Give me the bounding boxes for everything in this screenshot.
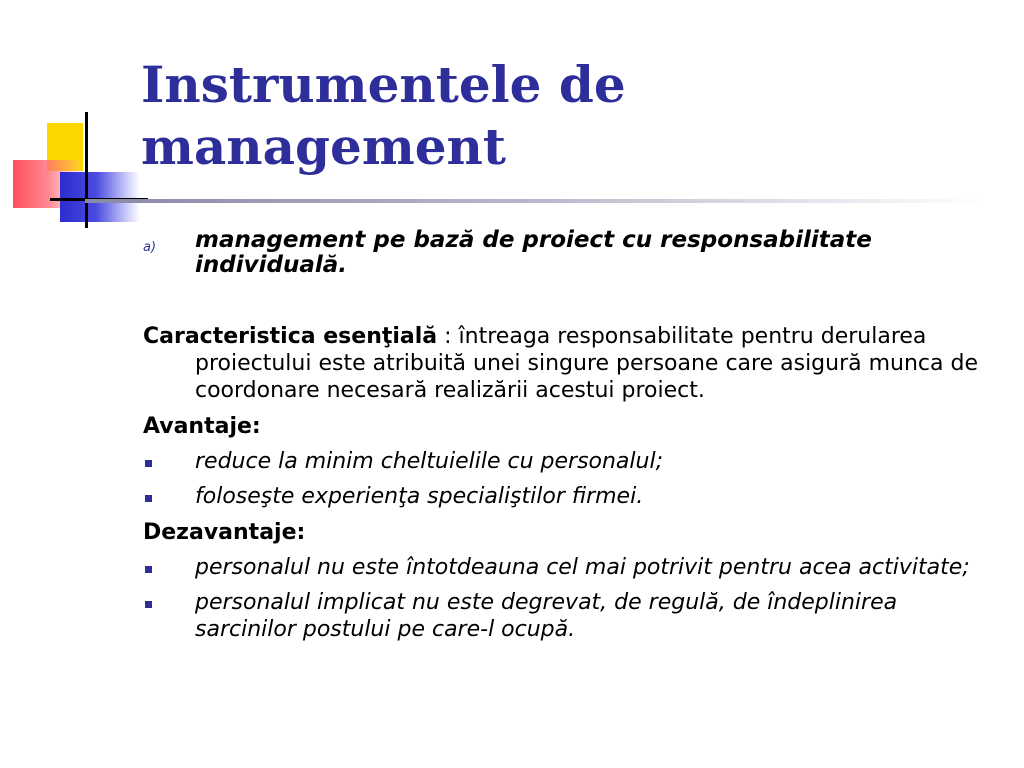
slide-body [143,228,1003,643]
decor-vertical-line [85,112,88,228]
list-item [143,589,1003,643]
slide-title-line-1: Instrumentele de [141,55,626,114]
square-bullet-icon [145,566,152,573]
list-item-a [143,228,1003,278]
list-item-text: personalul implicat nu este degrevat, de regulă, de îndeplinirea sarcinilor postului pe care-l ocupă. [195,590,898,642]
square-bullet-icon [145,460,152,467]
list-item-text: reduce la minim cheltuielile cu personalul; [195,449,663,474]
list-item [143,554,1003,581]
square-bullet-icon [145,495,152,502]
list-item [143,483,1003,510]
slide-title-line-2: management [141,117,506,176]
disadvantages-list [143,554,1003,643]
list-marker-a: a) [143,240,157,255]
square-bullet-icon [145,601,152,608]
title-underline-rule [85,199,985,203]
advantages-list [143,448,1003,510]
disadvantages-heading: Dezavantaje: [143,520,306,545]
decor-blue-square [60,172,140,222]
list-item [143,448,1003,475]
characteristic-label: Caracteristica esenţială [143,324,438,349]
characteristic-text: : întreaga responsabilitate pentru derularea proiectului este atribuită unei singure persoane care asigură munca de coordonare necesară realizării acestui proiect. [195,324,978,403]
characteristic-paragraph [143,323,1003,404]
list-item-text: personalul nu este întotdeauna cel mai potrivit pentru acea activitate; [195,555,970,580]
advantages-heading: Avantaje: [143,414,261,439]
slide-title [141,54,841,178]
list-item-text: foloseşte experienţa specialiştilor firmei. [195,484,644,509]
list-item-a-text: management pe bază de proiect cu responsabilitate individuală. [195,227,872,278]
